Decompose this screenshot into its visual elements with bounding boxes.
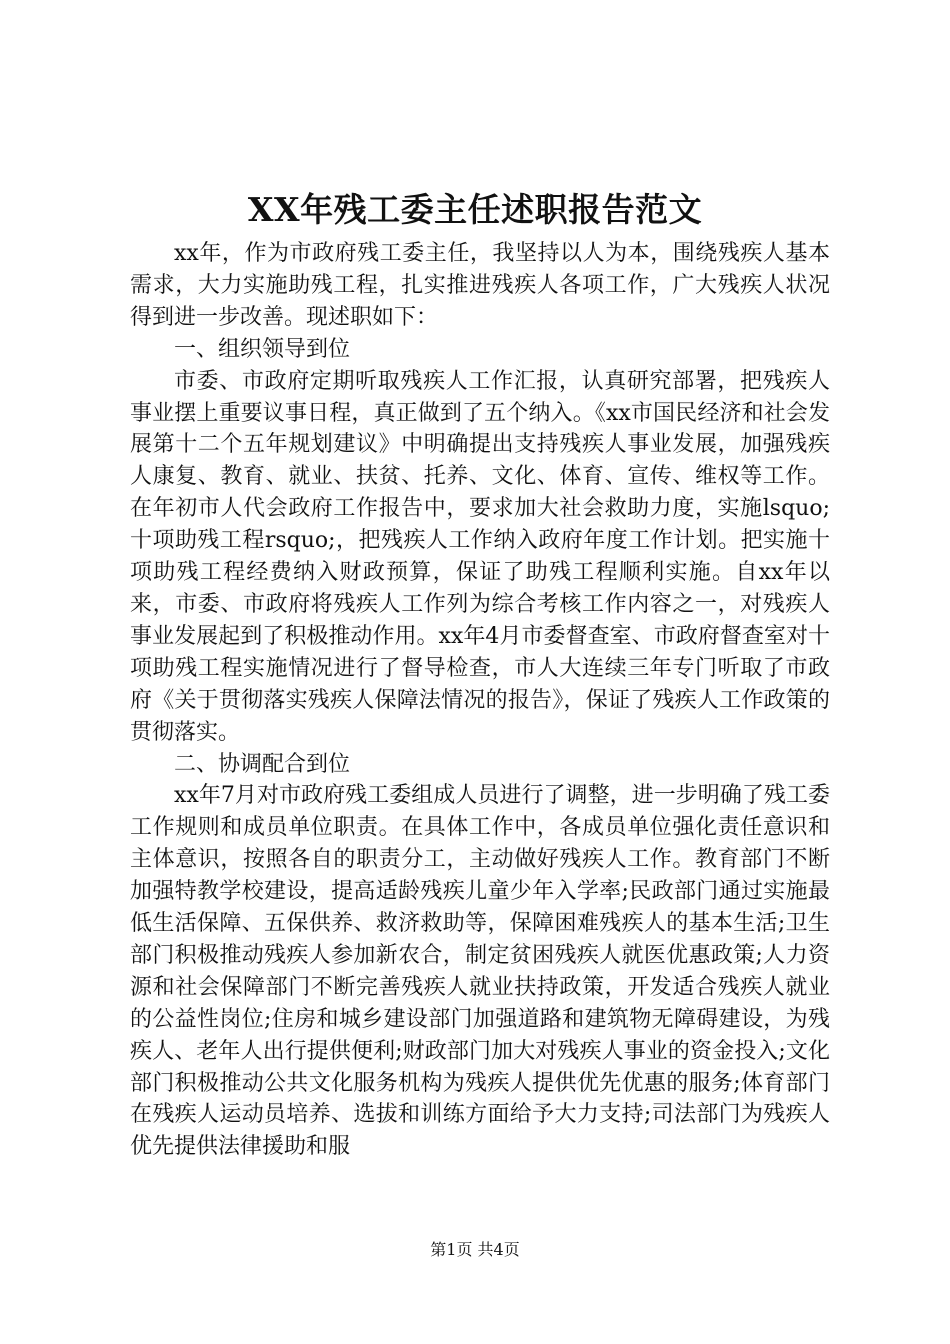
paragraph-section-1: 市委、市政府定期听取残疾人工作汇报，认真研究部署，把残疾人事业摆上重要议事日程，真正做到了五个纳入。《xx市国民经济和社会发展第十二个五年规划建议》中明确提出支持残疾人事业发展，加强残疾人康复、教育、就业、扶贫、托养、文化、体育、宣传、维权等工作。在年初市人代会政府工作报告中，要求加大社会救助力度，实施lsquo;十项助残工程rsquo;，把残疾人工作纳入政府年度工作计划。把实施十项助残工程经费纳入财政预算，保证了助残工程顺利实施。自xx年以来，市委、市政府将残疾人工作列为综合考核工作内容之一，对残疾人事业发展起到了积极推动作用。xx年4月市委督查室、市政府督查室对十项助残工程实施情况进行了督导检查，市人大连续三年专门听取了市政府《关于贯彻落实残疾人保障法情况的报告》，保证了残疾人工作政策的贯彻落实。 <box>130 368 830 745</box>
section-heading-1: 一、组织领导到位 <box>174 336 351 362</box>
document-body <box>130 238 830 1163</box>
document-title: XX年残工委主任述职报告范文 <box>247 190 703 229</box>
paragraph-intro: xx年，作为市政府残工委主任，我坚持以人为本，围绕残疾人基本需求，大力实施助残工程，扎实推进残疾人各项工作，广大残疾人状况得到进一步改善。现述职如下： <box>130 241 830 330</box>
page-number-footer: 第1页 共4页 <box>430 1240 520 1259</box>
paragraph-section-2: xx年7月对市政府残工委组成人员进行了调整，进一步明确了残工委工作规则和成员单位职责。在具体工作中，各成员单位强化责任意识和主体意识，按照各自的职责分工，主动做好残疾人工作。教育部门不断加强特教学校建设，提高适龄残疾儿童少年入学率;民政部门通过实施最低生活保障、五保供养、救济救助等，保障困难残疾人的基本生活;卫生部门积极推动残疾人参加新农合，制定贫困残疾人就医优惠政策;人力资源和社会保障部门不断完善残疾人就业扶持政策，开发适合残疾人就业的公益性岗位;住房和城乡建设部门加强道路和建筑物无障碍建设，为残疾人、老年人出行提供便利;财政部门加大对残疾人事业的资金投入;文化部门积极推动公共文化服务机构为残疾人提供优先优惠的服务;体育部门在残疾人运动员培养、选拔和训练方面给予大力支持;司法部门为残疾人优先提供法律援助和服 <box>130 783 830 1160</box>
section-heading-2: 二、协调配合到位 <box>174 751 351 777</box>
